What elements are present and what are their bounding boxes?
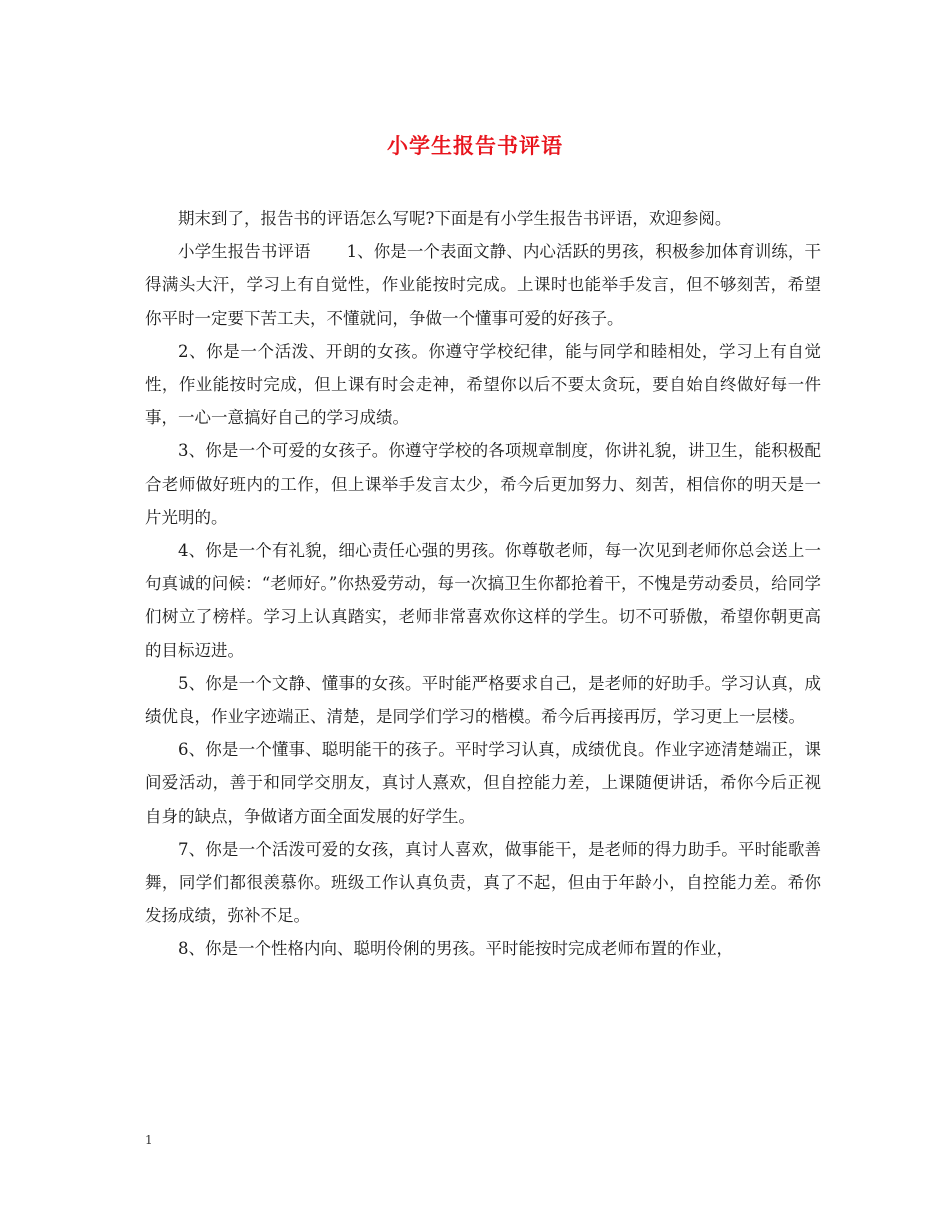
document-title: 小学生报告书评语 [387, 133, 563, 158]
entry-paragraph-6: 6、你是一个懂事、聪明能干的孩子。平时学习认真，成绩优良。作业字迹清楚端正，课间爱活动，善于和同学交朋友，真讨人熹欢，但自控能力差，上课随便讲话，希你今后正视自身的缺点，争做诸方面全面发展的好学生。 [145, 740, 821, 826]
entry-paragraph-7: 7、你是一个活泼可爱的女孩，真讨人喜欢，做事能干，是老师的得力助手。平时能歌善舞，同学们都很羡慕你。班级工作认真负责，真了不起，但由于年龄小，自控能力差。希你发扬成绩，弥补不足。 [145, 839, 821, 926]
document-body [145, 202, 821, 966]
entry-text-1: 1、你是一个表面文静、内心活跃的男孩，积极参加体育训练，干得满头大汗，学习上有自觉性，作业能按时完成。上课时也能举手发言，但不够刻苦，希望你平时一定要下苦工夫，不懂就问，争做一个懂事可爱的好孩子。 [145, 242, 822, 328]
entry-paragraph-5: 5、你是一个文静、懂事的女孩。平时能严格要求自己，是老师的好助手。学习认真，成绩优良，作业字迹端正、清楚，是同学们学习的楷模。希今后再接再厉，学习更上一层楼。 [145, 673, 821, 727]
page-number: 1 [145, 1133, 153, 1147]
entry-paragraph-3: 3、你是一个可爱的女孩子。你遵守学校的各项规章制度，你讲礼貌，讲卫生，能积极配合老师做好班内的工作，但上课举手发言太少，希今后更加努力、刻苦，相信你的明天是一片光明的。 [145, 441, 821, 527]
entry-paragraph-4: 4、你是一个有礼貌，细心责任心强的男孩。你尊敬老师，每一次见到老师你总会送上一句真诚的问候：“老师好。”你热爱劳动，每一次搞卫生你都抢着干，不愧是劳动委员，给同学们树立了榜样。学习上认真踏实，老师非常喜欢你这样的学生。切不可骄傲，希望你朝更高的目标迈进。 [145, 541, 821, 660]
section-heading: 小学生报告书评语 [178, 242, 311, 262]
entry-paragraph-2: 2、你是一个活泼、开朗的女孩。你遵守学校纪律，能与同学和睦相处，学习上有自觉性，作业能按时完成，但上课有时会走神，希望你以后不要太贪玩，要自始自终做好每一件事，一心一意搞好自己的学习成绩。 [145, 341, 821, 428]
entry-paragraph-8: 8、你是一个性格内向、聪明伶俐的男孩。平时能按时完成老师布置的作业， [178, 939, 733, 959]
first-entry-paragraph [145, 235, 821, 335]
intro-paragraph: 期末到了，报告书的评语怎么写呢?下面是有小学生报告书评语，欢迎参阅。 [178, 209, 732, 228]
